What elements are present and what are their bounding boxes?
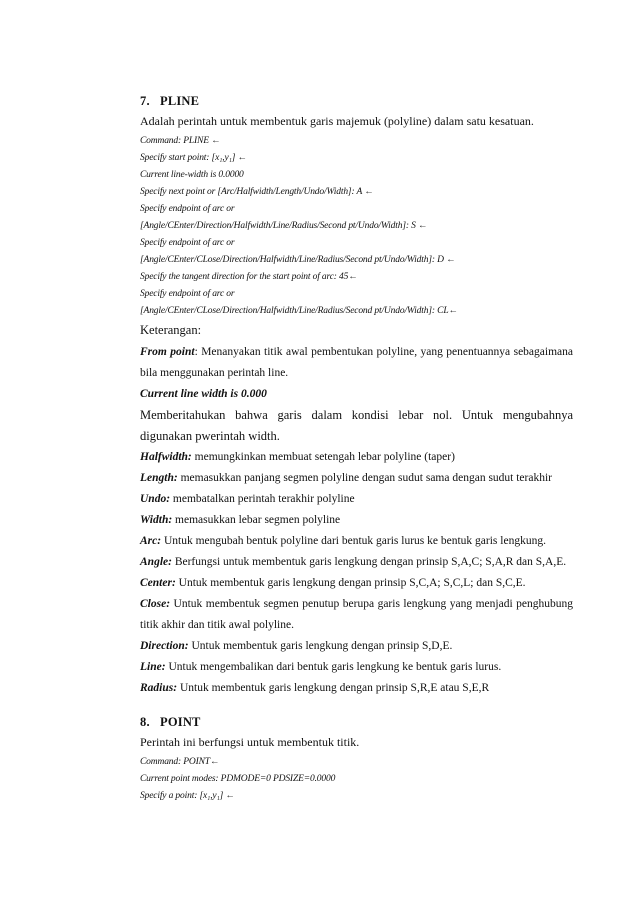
option-undo [140, 489, 573, 510]
option-term: Radius: [140, 682, 178, 694]
option-length [140, 468, 573, 489]
command-line: Specify endpoint of arc or [140, 289, 235, 299]
section-spacer [140, 699, 573, 714]
current-line-width-heading: Current line width is 0.000 [140, 388, 267, 400]
option-text: Untuk mengubah bentuk polyline dari bentuk garis lurus ke bentuk garis lengkung. [161, 535, 546, 547]
option-angle [140, 552, 573, 573]
command-line: Specify start point: [x₁,y₁] ← [140, 153, 247, 163]
option-term: Undo: [140, 493, 171, 505]
option-close [140, 594, 573, 636]
option-text: memasukkan lebar segmen polyline [172, 514, 341, 526]
section-7-heading [140, 93, 573, 109]
command-line: Specify next point or [Arc/Halfwidth/Length/Undo/Width]: A ← [140, 187, 374, 197]
section-8-heading [140, 714, 573, 730]
command-line: Current line-width is 0.0000 [140, 170, 244, 180]
section-8-intro: Perintah ini berfungsi untuk membentuk titik. [140, 735, 360, 749]
from-point-description [140, 342, 573, 384]
command-line: Specify endpoint of arc or [140, 238, 235, 248]
option-text: memasukkan panjang segmen polyline dengan sudut sama dengan sudut terakhir [177, 472, 552, 484]
section-8-title: POINT [160, 715, 201, 729]
option-text: membatalkan perintah terakhir polyline [170, 493, 355, 505]
option-term: Line: [140, 661, 166, 673]
command-line: [Angle/CEnter/CLose/Direction/Halfwidth/Line/Radius/Second pt/Undo/Width]: D ← [140, 255, 456, 265]
section-8-number: 8. [140, 715, 150, 729]
section-7-intro: Adalah perintah untuk membentuk garis majemuk (polyline) dalam satu kesatuan. [140, 114, 534, 128]
option-term: Width: [140, 514, 173, 526]
option-term: Close: [140, 598, 171, 610]
command-line: Specify a point: [x₁,y₁] ← [140, 791, 235, 801]
option-text: Untuk membentuk garis lengkung dengan prinsip S,C,A; S,C,L; dan S,C,E. [175, 577, 526, 589]
command-line: Specify the tangent direction for the start point of arc: 45← [140, 272, 358, 282]
current-line-width-text: Memberitahukan bahwa garis dalam kondisi lebar nol. Untuk mengubahnya digunakan pwerintah width. [140, 408, 573, 443]
option-term: Arc: [140, 535, 162, 547]
section-7-command-block [140, 133, 573, 320]
option-text: memungkinkan membuat setengah lebar polyline (taper) [191, 451, 455, 463]
option-halfwidth [140, 447, 573, 468]
command-line: [Angle/CEnter/Direction/Halfwidth/Line/Radius/Second pt/Undo/Width]: S ← [140, 221, 428, 231]
section-7-number: 7. [140, 94, 150, 108]
option-direction [140, 636, 573, 657]
from-point-text: : Menanyakan titik awal pembentukan polyline, yang penentuannya sebagaimana bila menggunakan perintah line. [140, 346, 573, 379]
option-text: Untuk membentuk segmen penutup berupa garis lengkung yang menjadi penghubung titik akhir dan titik awal polyline. [140, 598, 573, 631]
option-radius [140, 678, 573, 699]
keterangan-label: Keterangan: [140, 323, 202, 337]
option-list [140, 447, 573, 699]
option-term: Length: [140, 472, 178, 484]
option-term: Angle: [140, 556, 172, 568]
option-text: Untuk membentuk garis lengkung dengan prinsip S,D,E. [188, 640, 453, 652]
command-line: Command: PLINE ← [140, 136, 221, 146]
section-8-command-block [140, 754, 573, 805]
command-line: Current point modes: PDMODE=0 PDSIZE=0.0000 [140, 774, 336, 784]
command-line: [Angle/CEnter/CLose/Direction/Halfwidth/Line/Radius/Second pt/Undo/Width]: CL← [140, 306, 458, 316]
section-7-title: PLINE [160, 94, 200, 108]
option-term: Center: [140, 577, 176, 589]
option-term: Halfwidth: [140, 451, 192, 463]
option-center [140, 573, 573, 594]
option-text: Berfungsi untuk membentuk garis lengkung dengan prinsip S,A,C; S,A,R dan S,A,E. [171, 556, 567, 568]
command-line: Specify endpoint of arc or [140, 204, 235, 214]
page-content [140, 93, 573, 805]
option-term: Direction: [140, 640, 189, 652]
command-line: Command: POINT← [140, 757, 220, 767]
option-text: Untuk membentuk garis lengkung dengan prinsip S,R,E atau S,E,R [177, 682, 490, 694]
option-text: Untuk mengembalikan dari bentuk garis lengkung ke bentuk garis lurus. [165, 661, 502, 673]
option-line [140, 657, 573, 678]
option-width [140, 510, 573, 531]
from-point-term: From point [140, 346, 195, 358]
option-arc [140, 531, 573, 552]
